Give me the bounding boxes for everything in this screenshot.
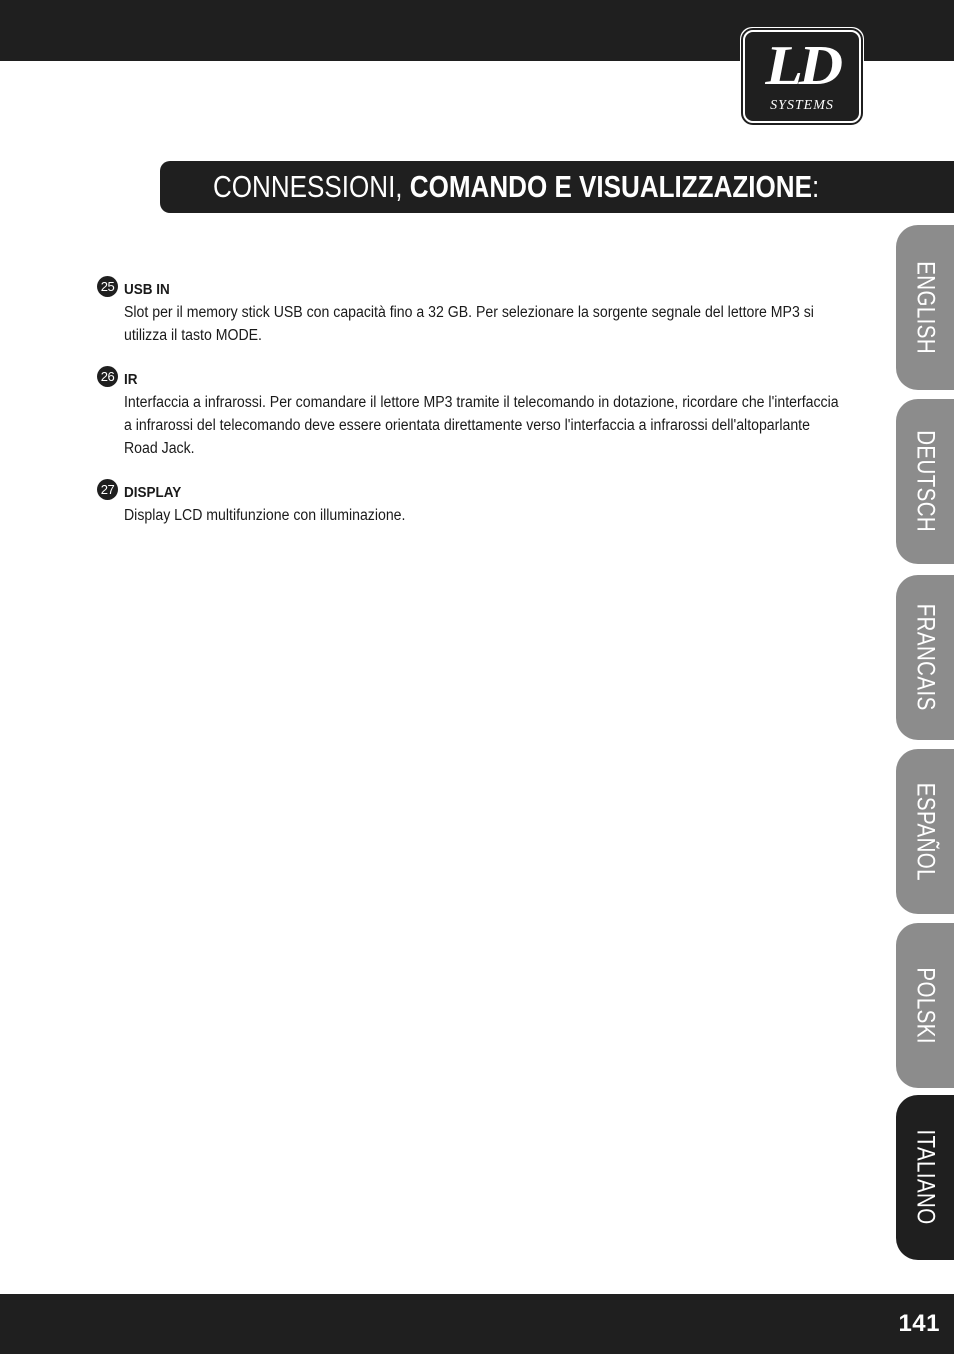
- feature-list: [97, 276, 857, 546]
- item-description: Display LCD multifunzione con illuminazione.: [124, 507, 406, 524]
- tab-label: DEUTSCH: [911, 430, 940, 533]
- item-number-badge: 26: [97, 366, 118, 387]
- tab-francais[interactable]: [896, 575, 954, 740]
- title-suffix: :: [811, 169, 820, 204]
- logo-badge: [743, 30, 861, 123]
- tab-english[interactable]: [896, 225, 954, 390]
- page-number: 141: [898, 1310, 940, 1337]
- list-item: [97, 276, 857, 347]
- tab-label: ITALIANO: [911, 1129, 940, 1226]
- item-description: Interfaccia a infrarossi. Per comandare il lettore MP3 tramite il telecomando in dotazione, ricordare che l'interfaccia a infrarossi del telecomando deve essere orientata direttamente verso l'interfaccia a infrarossi dell'altoparlante Road Jack.: [124, 394, 839, 457]
- logo-ld-text: LD: [765, 35, 839, 97]
- tab-polski[interactable]: [896, 923, 954, 1088]
- tab-italiano[interactable]: [896, 1095, 954, 1260]
- item-number-badge: 25: [97, 276, 118, 297]
- list-item: [97, 366, 857, 460]
- tab-label: POLSKI: [911, 967, 940, 1044]
- item-title: USB IN: [124, 281, 170, 298]
- language-tabs: [896, 0, 954, 1354]
- tab-deutsch[interactable]: [896, 399, 954, 564]
- item-title: DISPLAY: [124, 484, 182, 501]
- footer-bar: [0, 1294, 954, 1354]
- section-title-bar: [160, 161, 954, 213]
- item-description: Slot per il memory stick USB con capacità fino a 32 GB. Per selezionare la sorgente segnale del lettore MP3 si utilizza il tasto MODE.: [124, 304, 814, 344]
- title-bold: COMANDO E VISUALIZZAZIONE: [409, 169, 812, 204]
- tab-label: FRANCAIS: [911, 604, 940, 711]
- ld-systems-logo: [740, 27, 864, 126]
- page-title: [213, 169, 819, 205]
- list-item: [97, 479, 857, 527]
- title-light: CONNESSIONI,: [213, 169, 410, 204]
- logo-systems-text: SYSTEMS: [770, 98, 834, 113]
- tab-label: ENGLISH: [911, 261, 940, 354]
- item-title: IR: [124, 371, 138, 388]
- item-number-badge: 27: [97, 479, 118, 500]
- tab-espanol[interactable]: [896, 749, 954, 914]
- tab-label: ESPAÑOL: [911, 782, 940, 881]
